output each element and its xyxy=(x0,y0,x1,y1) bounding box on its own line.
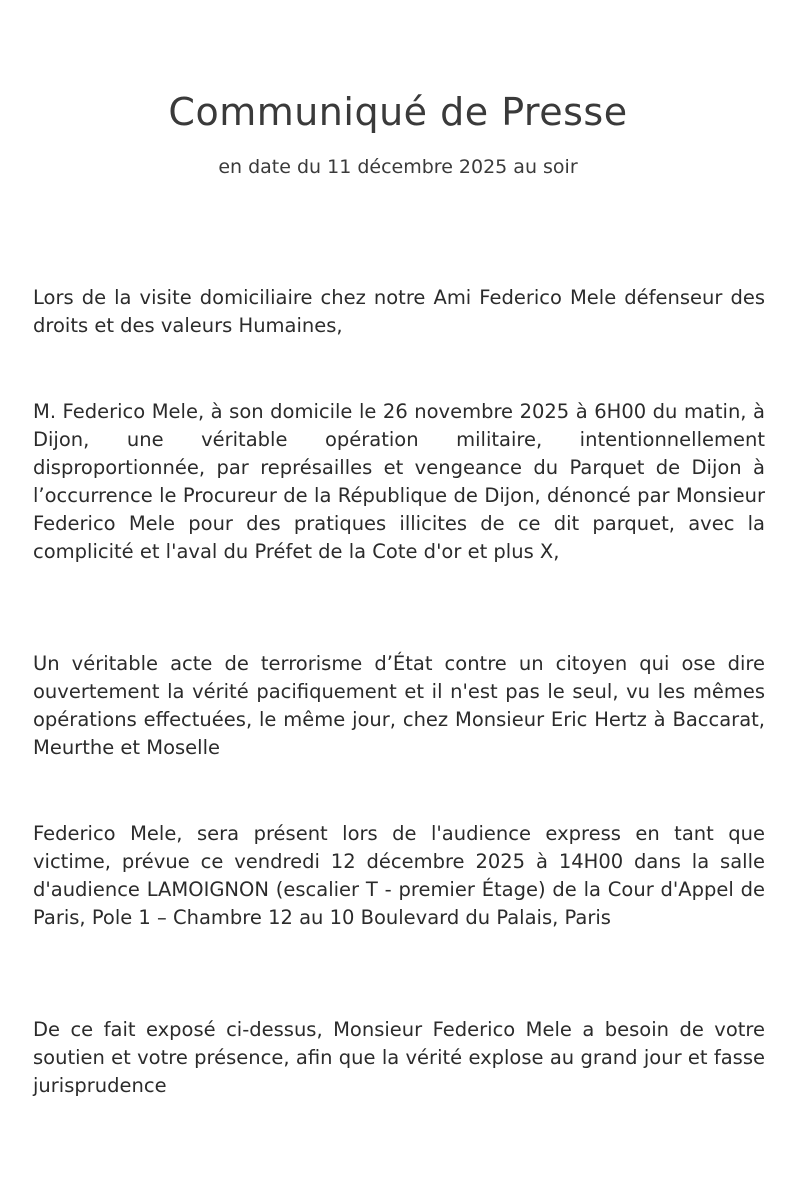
page-date-subtitle: en date du 11 décembre 2025 au soir xyxy=(218,156,578,178)
paragraph-operation: M. Federico Mele, à son domicile le 26 novembre 2025 à 6H00 du matin, à Dijon, une véritable opération militaire, intentionnellement disproportionnée, par représailles et vengeance du Parquet de Dijon à l’occurrence le Procureur de la République de Dijon, dénoncé par Monsieur Federico Mele pour des pratiques illicites de ce dit parquet, avec la complicité et l'aval du Préfet de la Cote d'or et plus X, xyxy=(33,400,765,563)
paragraph-hearing: Federico Mele, sera présent lors de l'audience express en tant que victime, prévue ce vendredi 12 décembre 2025 à 14H00 dans la salle d'audience LAMOIGNON (escalier T - premier Étage) de la Cour d'Appel de Paris, Pole 1 – Chambre 12 au 10 Boulevard du Palais, Paris xyxy=(33,822,765,929)
page-title: Communiqué de Presse xyxy=(168,90,628,134)
paragraph-visit: Lors de la visite domiciliaire chez notre Ami Federico Mele défenseur des droits et des valeurs Humaines, xyxy=(33,286,765,337)
paragraph-terrorism: Un véritable acte de terrorisme d’État contre un citoyen qui ose dire ouvertement la vérité pacifiquement et il n'est pas le seul, vu les mêmes opérations effectuées, le même jour, chez Monsieur Eric Hertz à Baccarat, Meurthe et Moselle xyxy=(33,652,765,759)
paragraph-support: De ce fait exposé ci-dessus, Monsieur Federico Mele a besoin de votre soutien et votre présence, afin que la vérité explose au grand jour et fasse jurisprudence xyxy=(33,1018,765,1097)
